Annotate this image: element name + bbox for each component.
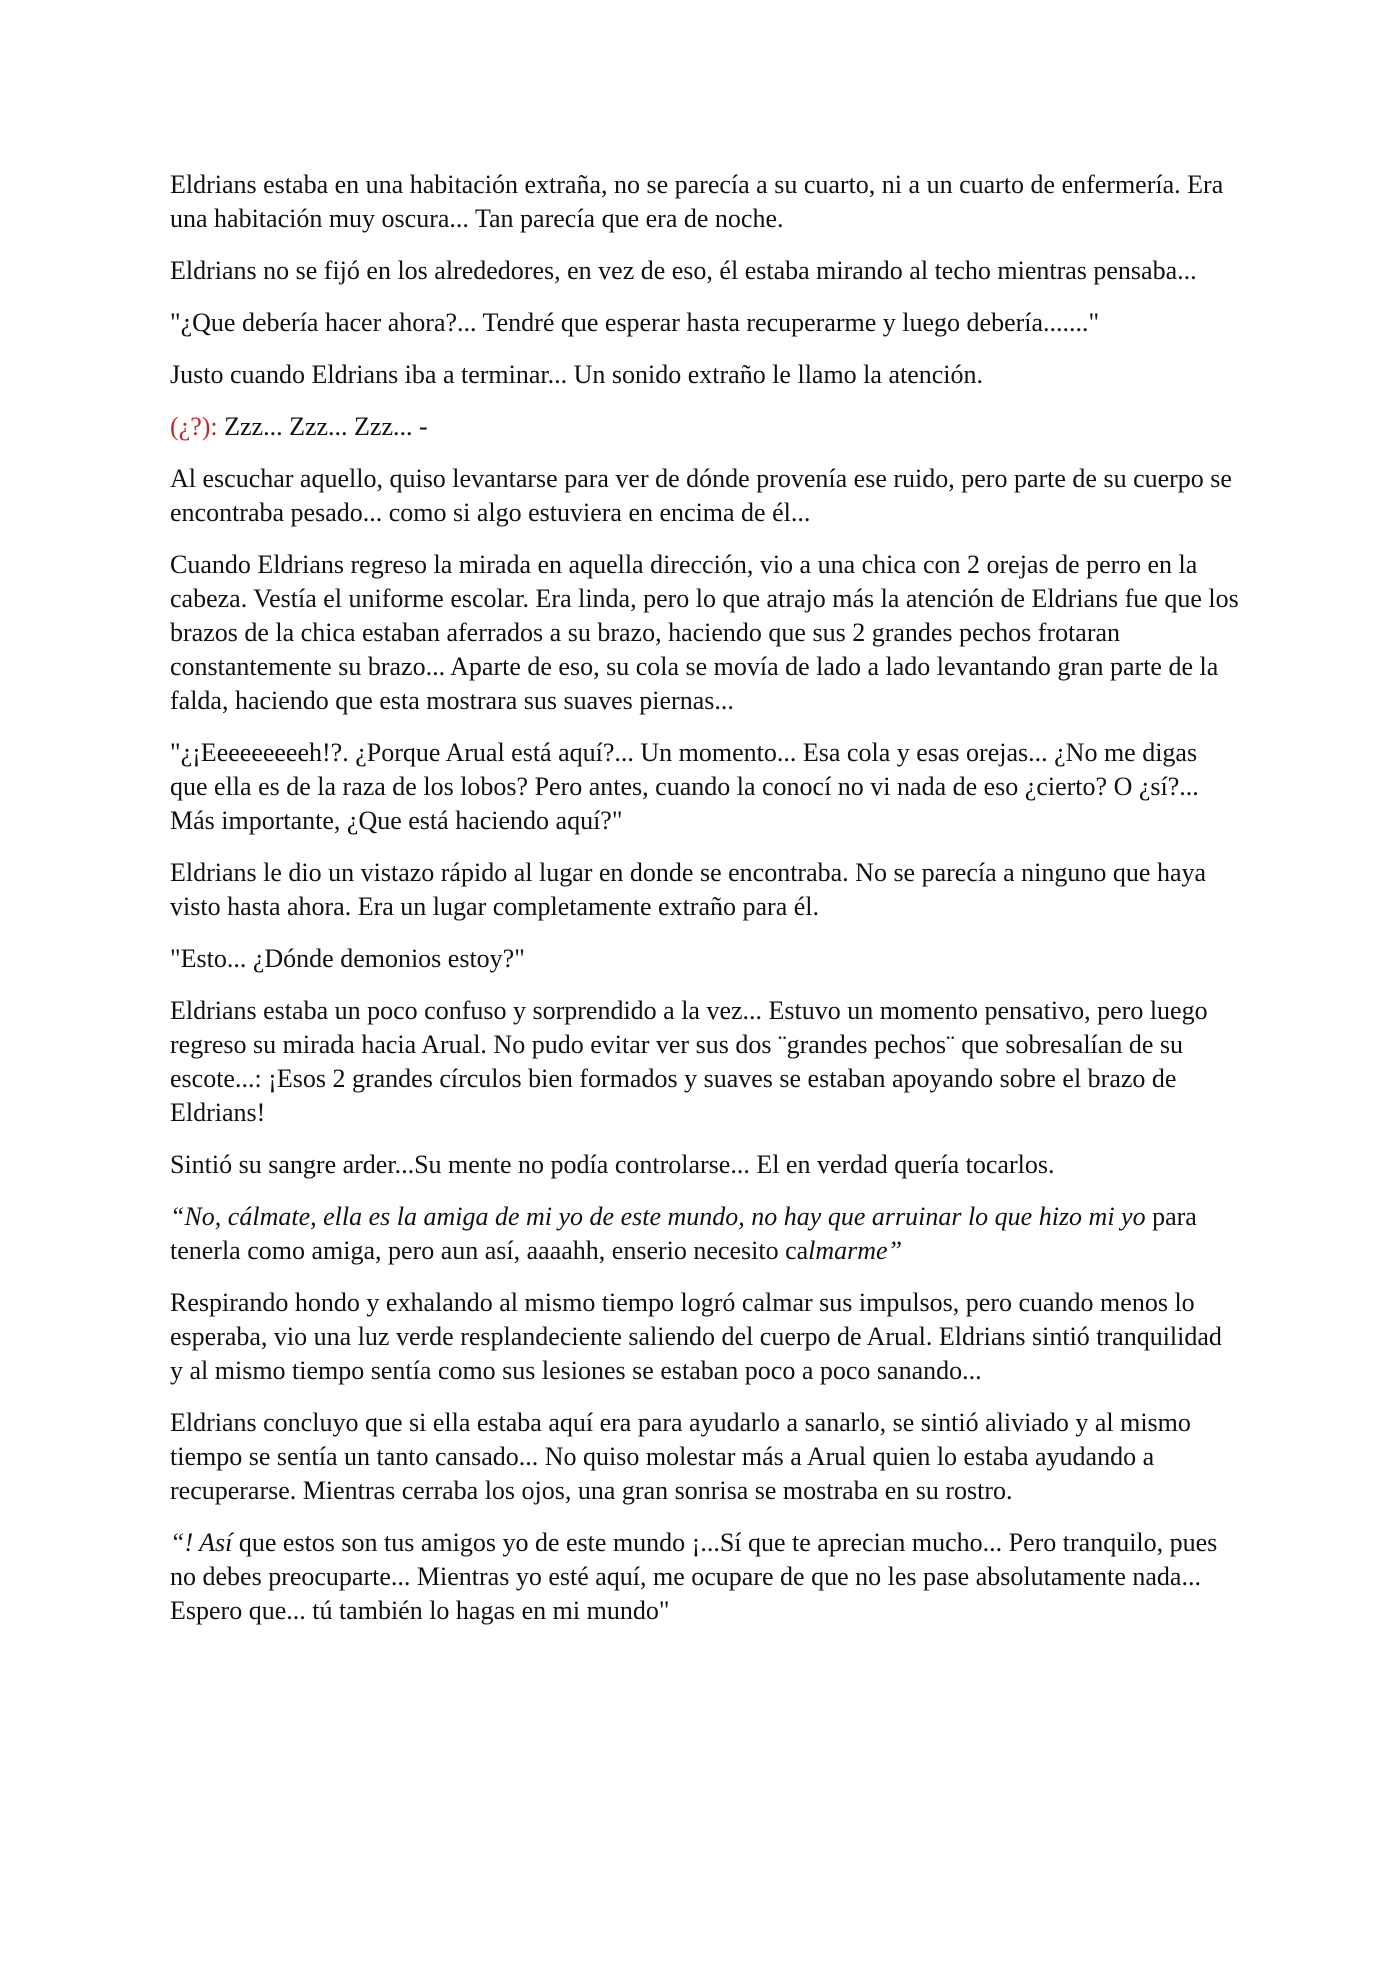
paragraph-6: Al escuchar aquello, quiso levantarse para ver de dónde provenía ese ruido, pero parte de su cuerpo se encontraba pesado... como si algo estuviera en encima de él... bbox=[170, 464, 1232, 527]
paragraph-16 bbox=[170, 1526, 1240, 1628]
paragraph-3: "¿Que debería hacer ahora?... Tendré que esperar hasta recuperarme y luego debería......." bbox=[170, 308, 1100, 337]
document-page bbox=[170, 168, 1240, 1646]
paragraph-11: Eldrians estaba un poco confuso y sorprendido a la vez... Estuvo un momento pensativo, pero luego regreso su mirada hacia Arual. No pudo evitar ver sus dos ¨grandes pechos¨ que sobresalían de su escote...: ¡Esos 2 grandes círculos bien formados y suaves se estaban apoyando sobre el brazo de Eldrians! bbox=[170, 996, 1208, 1127]
paragraph-5 bbox=[170, 410, 1240, 444]
final-plain: que estos son tus amigos yo de este mundo ¡...Sí que te aprecian mucho... Pero tranquilo, pues no debes preocuparte... Mientras yo esté aquí, me ocupare de que no les pase absolutamente nada... Espero que... tú también lo hagas en mi mundo" bbox=[170, 1528, 1218, 1625]
final-italic: “! Así bbox=[170, 1528, 233, 1557]
thought-italic-1: “No, cálmate, ella es la amiga de mi yo de este mundo, no hay que arruinar lo que hizo mi yo bbox=[170, 1202, 1146, 1231]
paragraph-14: Respirando hondo y exhalando al mismo tiempo logró calmar sus impulsos, pero cuando menos lo esperaba, vio una luz verde resplandeciente saliendo del cuerpo de Arual. Eldrians sintió tranquilidad y al mismo tiempo sentía como sus lesiones se estaban poco a poco sanando... bbox=[170, 1288, 1222, 1385]
paragraph-9: Eldrians le dio un vistazo rápido al lugar en donde se encontraba. No se parecía a ninguno que haya visto hasta ahora. Era un lugar completamente extraño para él. bbox=[170, 858, 1207, 921]
paragraph-12: Sintió su sangre arder...Su mente no podía controlarse... El en verdad quería tocarlos. bbox=[170, 1150, 1055, 1179]
speaker-line: Zzz... Zzz... Zzz... - bbox=[217, 412, 428, 441]
speaker-label: (¿?): bbox=[170, 412, 218, 441]
paragraph-2: Eldrians no se fijó en los alrededores, en vez de eso, él estaba mirando al techo mientras pensaba... bbox=[170, 256, 1197, 285]
thought-italic-2: lmarme” bbox=[808, 1236, 903, 1265]
paragraph-7: Cuando Eldrians regreso la mirada en aquella dirección, vio a una chica con 2 orejas de perro en la cabeza. Vestía el uniforme escolar. Era linda, pero lo que atrajo más la atención de Eldrians fue que los brazos de la chica estaban aferrados a su brazo, haciendo que sus 2 grandes pechos frotaran constantemente su brazo... Aparte de eso, su cola se movía de lado a lado levantando gran parte de la falda, haciendo que esta mostrara sus suaves piernas... bbox=[170, 550, 1239, 715]
paragraph-8: "¿¡Eeeeeeeeeh!?. ¿Porque Arual está aquí?... Un momento... Esa cola y esas orejas... ¿No me digas que ella es de la raza de los lobos? Pero antes, cuando la conocí no vi nada de eso ¿cierto? O ¿sí?... Más importante, ¿Que está haciendo aquí?" bbox=[170, 738, 1199, 835]
paragraph-13 bbox=[170, 1200, 1240, 1268]
paragraph-4: Justo cuando Eldrians iba a terminar... Un sonido extraño le llamo la atención. bbox=[170, 360, 984, 389]
paragraph-1: Eldrians estaba en una habitación extraña, no se parecía a su cuarto, ni a un cuarto de enfermería. Era una habitación muy oscura... Tan parecía que era de noche. bbox=[170, 170, 1224, 233]
paragraph-15: Eldrians concluyo que si ella estaba aquí era para ayudarlo a sanarlo, se sintió aliviado y al mismo tiempo se sentía un tanto cansado... No quiso molestar más a Arual quien lo estaba ayudando a recuperarse. Mientras cerraba los ojos, una gran sonrisa se mostraba en su rostro. bbox=[170, 1408, 1191, 1505]
thought-plain: para tenerla como amiga, pero aun así, aaaahh, enserio necesito ca bbox=[170, 1202, 1197, 1265]
paragraph-10: "Esto... ¿Dónde demonios estoy?" bbox=[170, 944, 525, 973]
